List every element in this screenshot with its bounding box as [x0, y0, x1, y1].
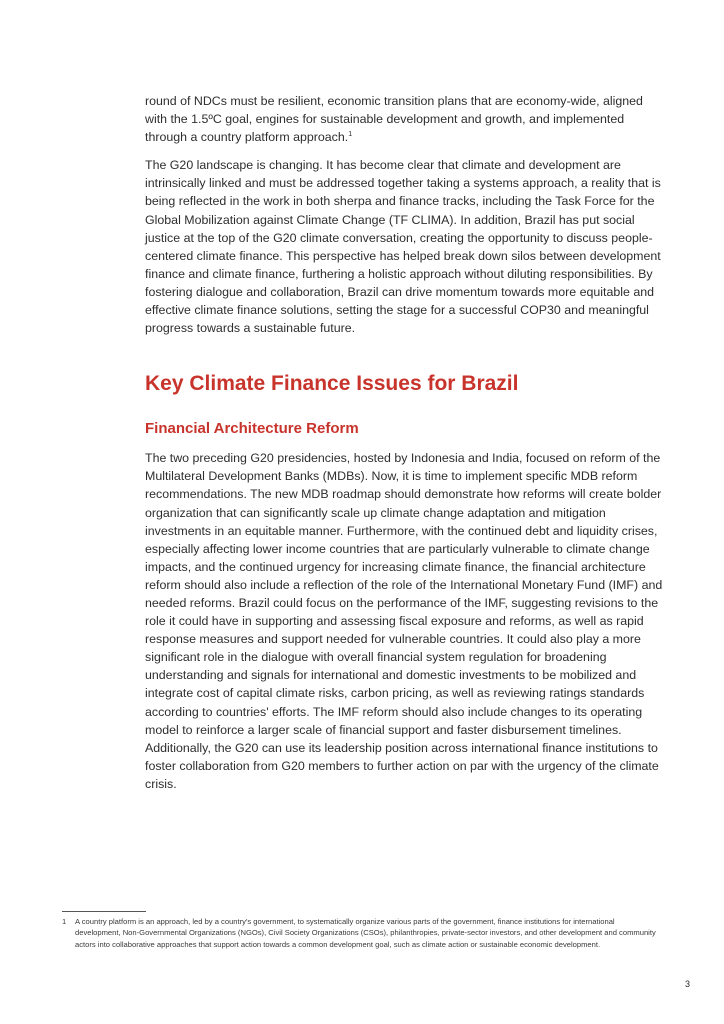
- footnote-number: 1: [62, 917, 67, 926]
- subsection-heading: Financial Architecture Reform: [145, 420, 359, 438]
- section-heading: Key Climate Finance Issues for Brazil: [145, 372, 519, 396]
- main-content: [145, 92, 665, 803]
- page-number: 3: [684, 979, 690, 989]
- footnote: [62, 916, 662, 950]
- intro-paragraph-1: [145, 92, 665, 146]
- footnote-divider: [62, 911, 146, 912]
- footnote-reference: 1: [348, 131, 353, 139]
- intro-paragraph-1-text: round of NDCs must be resilient, economic transition plans that are economy-wide, aligned with the 1.5ºC goal, engines for sustainable development and growth, and implemented through a country platform approach.: [145, 94, 643, 145]
- section-body-paragraph: The two preceding G20 presidencies, hosted by Indonesia and India, focused on reform of the Multilateral Development Banks (MDBs). Now, it is time to implement specific MDB reform recommendations. The new MDB roadmap should demonstrate how reforms will create bolder organization that can significantly scale up climate change adaptation and mitigation investments in an equitable manner. Furthermore, with the continued debt and liquidity crises, especially affecting lower income countries that are particularly vulnerable to climate change impacts, and the continued urgency for increasing climate finance, the financial architecture reform should also include a reflection of the role of the International Monetary Fund (IMF) and needed reforms. Brazil could focus on the performance of the IMF, suggesting revisions to the role it could have in supporting and assessing fiscal exposure and reforms, as well as rapid response measures and support needed for vulnerable countries. It could also play a more significant role in the dialogue with overall financial system regulation for broadening understanding and signals for international and domestic investments to be mobilized and integrate cost of capital climate risks, carbon pricing, as well as reviewing ratings standards according to countries' efforts. The IMF reform should also include changes to its operating model to reinforce a larger scale of financial support and faster disbursement timelines. Additionally, the G20 can use its leadership position across international finance institutions to foster collaboration from G20 members to further action on par with the urgency of the climate crisis.: [145, 451, 663, 791]
- intro-paragraph-2: The G20 landscape is changing. It has become clear that climate and development are intrinsically linked and must be addressed together taking a systems approach, a reality that is being reflected in the work in both sherpa and finance tracks, including the Task Force for the Global Mobilization against Climate Change (TF CLIMA). In addition, Brazil has put social justice at the top of the G20 climate conversation, creating the opportunity to discuss people-centered climate finance. This perspective has helped break down silos between development finance and climate finance, furthering a holistic approach without diluting responsibilities. By fostering dialogue and collaboration, Brazil can drive momentum towards more equitable and effective climate finance solutions, setting the stage for a successful COP30 and meaningful progress towards a sustainable future.: [145, 158, 661, 336]
- footnote-text: A country platform is an approach, led by a country's government, to systematically organize various parts of the government, finance institutions for international development, Non-Governmental Organizations (NGOs), Civil Society Organizations (CSOs), philanthropies, private-sector investors, and other development and community actors into collaborative approaches that support action towards a common development goal, such as climate action or sustainable economic development.: [75, 917, 656, 949]
